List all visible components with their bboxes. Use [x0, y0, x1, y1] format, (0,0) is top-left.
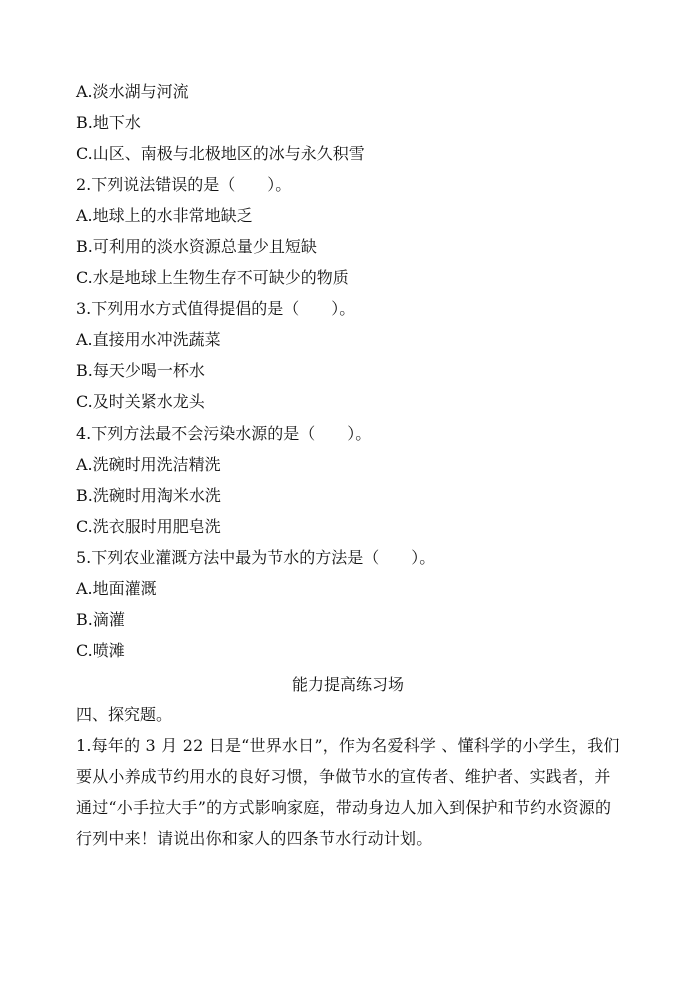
q3-option-a: A.直接用水冲洗蔬菜 — [76, 330, 221, 349]
q4-option-c: C.洗衣服时用肥皂洗 — [76, 517, 221, 536]
q2-option-a: A.地球上的水非常地缺乏 — [76, 206, 253, 225]
section-title: 能力提高练习场 — [291, 675, 404, 694]
q3-option-b: B.每天少喝一杯水 — [76, 361, 205, 380]
question-4: 4.下列方法最不会污染水源的是（ ）。 — [76, 424, 372, 443]
q5-option-b: B.滴灌 — [76, 610, 125, 629]
q2-option-b: B.可利用的淡水资源总量少且短缺 — [76, 237, 317, 256]
option-a-freshwater-lakes: A.淡水湖与河流 — [76, 82, 189, 101]
q5-option-a: A.地面灌溉 — [76, 579, 157, 598]
question-3: 3.下列用水方式值得提倡的是（ ）。 — [76, 299, 356, 318]
question-2: 2.下列说法错误的是（ ）。 — [76, 175, 292, 194]
q3-option-c: C.及时关紧水龙头 — [76, 392, 205, 411]
q5-option-c: C.喷滩 — [76, 641, 125, 660]
q4-option-b: B.洗碗时用淘米水洗 — [76, 486, 221, 505]
inquiry-question-paragraph: 1.每年的 3 月 22 日是“世界水日”，作为名爱科学 、懂科学的小学生，我们要从小养成节约用水的良好习惯，争做节水的宣传者、维护者、实践者，并通过“小手拉大手”的方式影响家庭，带动身边人加入到保护和节约水资源的行列中来！请说出你和家人的四条节水行动计划。 — [76, 736, 620, 848]
part-heading: 四、探究题。 — [76, 705, 173, 724]
option-b-groundwater: B.地下水 — [76, 113, 141, 132]
question-5: 5.下列农业灌溉方法中最为节水的方法是（ ）。 — [76, 548, 436, 567]
option-c-ice-snow: C.山区、南极与北极地区的冰与永久积雪 — [76, 144, 365, 163]
q4-option-a: A.洗碗时用洗洁精洗 — [76, 455, 221, 474]
q2-option-c: C.水是地球上生物生存不可缺少的物质 — [76, 268, 349, 287]
